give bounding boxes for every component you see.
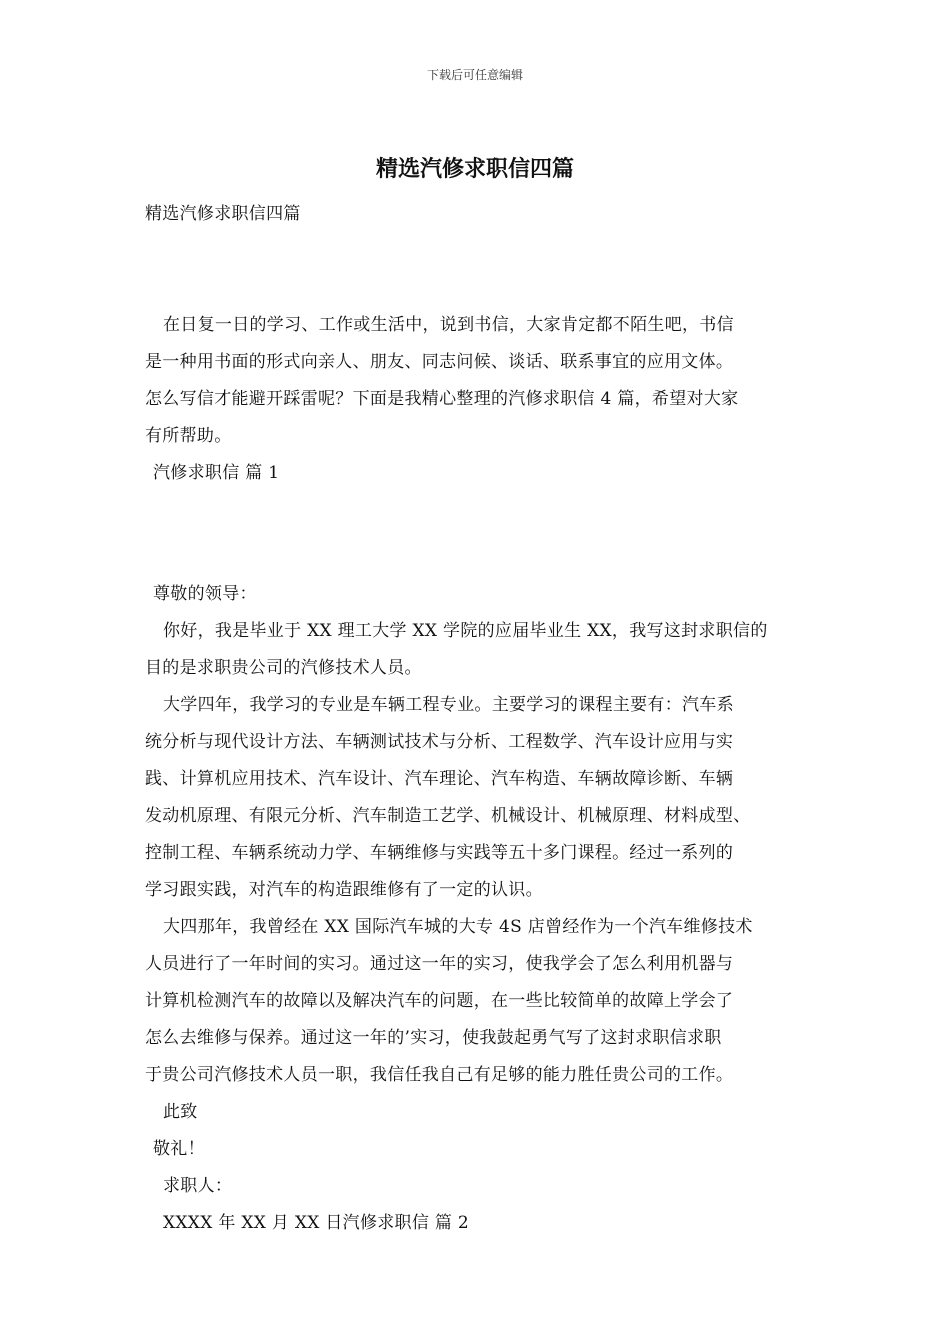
paragraph-line: 怎么去维修与保养。通过这一年的’实习，使我鼓起勇气写了这封求职信求职 [145, 1028, 722, 1048]
section-heading: 汽修求职信 篇 1 [153, 463, 280, 483]
paragraph-line: 是一种用书面的形式向亲人、朋友、同志问候、谈话、联系事宜的应用文体。 [145, 352, 734, 372]
paragraph-line: 目的是求职贵公司的汽修技术人员。 [145, 658, 422, 678]
closing-greeting: 敬礼！ [153, 1139, 205, 1159]
header-note: 下载后可任意编辑 [426, 68, 523, 82]
paragraph-line: 大学四年，我学习的专业是车辆工程专业。主要学习的课程主要有：汽车系 [163, 695, 734, 715]
body-paragraph-1 [145, 613, 825, 687]
spacer [145, 233, 825, 307]
closing-line: 此致 [163, 1102, 198, 1122]
body-paragraph-3 [145, 909, 825, 1094]
document-subtitle: 精选汽修求职信四篇 [145, 204, 301, 224]
paragraph-line: 你好，我是毕业于 XX 理工大学 XX 学院的应届毕业生 XX，我写这封求职信的 [163, 621, 768, 641]
document-body [145, 196, 825, 1242]
salutation: 尊敬的领导： [153, 584, 257, 604]
document-title: 精选汽修求职信四篇 [375, 156, 574, 182]
paragraph-line: 控制工程、车辆系统动力学、车辆维修与实践等五十多门课程。经过一系列的 [145, 843, 734, 863]
body-paragraph-2 [145, 687, 825, 909]
paragraph-line: 有所帮助。 [145, 426, 232, 446]
paragraph-line: 人员进行了一年时间的实习。通过这一年的实习，使我学会了怎么利用机器与 [145, 954, 734, 974]
paragraph-line: 在日复一日的学习、工作或生活中，说到书信，大家肯定都不陌生吧，书信 [163, 315, 734, 335]
spacer [145, 492, 825, 576]
paragraph-line: 计算机检测汽车的故障以及解决汽车的问题，在一些比较简单的故障上学会了 [145, 991, 734, 1011]
paragraph-line: 统分析与现代设计方法、车辆测试技术与分析、工程数学、汽车设计应用与实 [145, 732, 734, 752]
paragraph-line: 于贵公司汽修技术人员一职，我信任我自己有足够的能力胜任贵公司的工作。 [145, 1065, 734, 1085]
signature-line: 求职人： [163, 1176, 233, 1196]
paragraph-line: 发动机原理、有限元分析、汽车制造工艺学、机械设计、机械原理、材料成型、 [145, 806, 751, 826]
date-line: XXXX 年 XX 月 XX 日汽修求职信 篇 2 [163, 1213, 469, 1233]
paragraph-line: 践、计算机应用技术、汽车设计、汽车理论、汽车构造、车辆故障诊断、车辆 [145, 769, 734, 789]
paragraph-line: 学习跟实践，对汽车的构造跟维修有了一定的认识。 [145, 880, 543, 900]
intro-paragraph [145, 307, 825, 455]
paragraph-line: 大四那年，我曾经在 XX 国际汽车城的大专 4S 店曾经作为一个汽车维修技术 [163, 917, 753, 937]
paragraph-line: 怎么写信才能避开踩雷呢？下面是我精心整理的汽修求职信 4 篇，希望对大家 [145, 389, 739, 409]
